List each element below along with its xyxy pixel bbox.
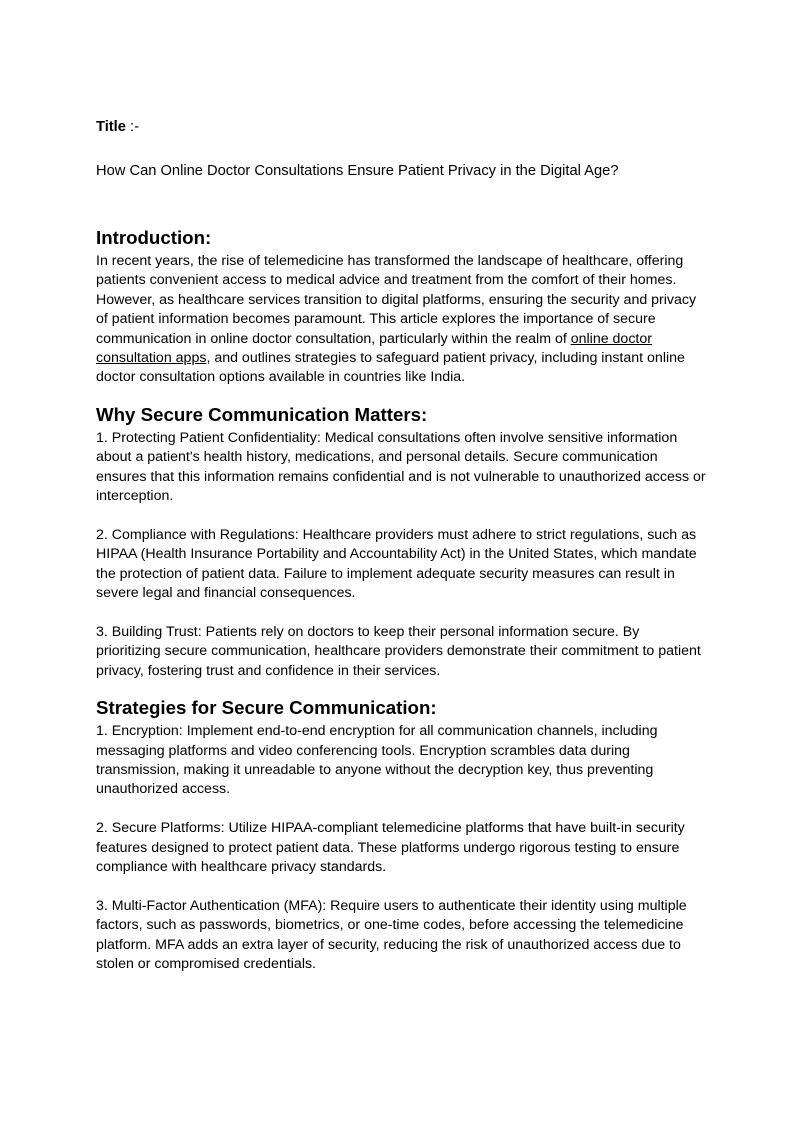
why-point-1: 1. Protecting Patient Confidentiality: Medical consultations often involve sensitive information about a patient's health history, medications, and personal details. Secure communication ensures that this information remains confidential and is not vulnerable to unauthorized access or interception. xyxy=(96,429,706,505)
intro-heading: Introduction: xyxy=(96,227,212,248)
section-spacer xyxy=(96,388,706,403)
strategy-point-3: 3. Multi-Factor Authentication (MFA): Require users to authenticate their identity using multiple factors, such as passwords, biometrics, or one-time codes, before accessing the telemedicine platform. MFA adds an extra layer of security, reducing the risk of unauthorized access due to stolen or compromised credentials. xyxy=(96,897,687,972)
strategy-point-2: 2. Secure Platforms: Utilize HIPAA-compliant telemedicine platforms that have built-in security features designed to protect patient data. These platforms undergo rigorous testing to ensure compliance with healthcare privacy standards. xyxy=(96,820,685,875)
strategies-heading: Strategies for Secure Communication: xyxy=(96,697,437,719)
paragraph-spacer xyxy=(96,603,706,622)
title-suffix: :- xyxy=(125,119,139,135)
intro-text-before-link: In recent years, the rise of telemedicine has transformed the landscape of healthcare, offering patients convenient access to medical advice and treatment from the comfort of their homes. However, as healthcare services transition to digital platforms, ensuring the security and privacy of patient information becomes paramount. This article explores the importance of secure communication in online doctor consultation, particularly within the realm of xyxy=(96,253,697,347)
paragraph-spacer xyxy=(96,506,706,525)
section-spacer xyxy=(96,681,706,696)
paragraph-spacer xyxy=(96,877,706,896)
document-page xyxy=(96,116,706,974)
title-label: Title xyxy=(96,119,126,135)
document-title: How Can Online Doctor Consultations Ensure Patient Privacy in the Digital Age? xyxy=(96,163,619,179)
why-heading: Why Secure Communication Matters: xyxy=(96,403,428,425)
paragraph-spacer xyxy=(96,800,706,819)
intro-paragraph xyxy=(96,252,706,388)
why-point-3: 3. Building Trust: Patients rely on doctors to keep their personal information secure. By prioritizing secure communication, healthcare providers demonstrate their commitment to patient privacy, fostering trust and confidence in their services. xyxy=(96,623,701,679)
intro-text-after-link: , and outlines strategies to safeguard patient privacy, including instant online doctor consultation options available in countries like India. xyxy=(96,350,685,386)
online-doctor-consultation-apps-link[interactable]: online doctor consultation apps xyxy=(96,330,652,367)
strategy-point-1: 1. Encryption: Implement end-to-end encryption for all communication channels, including messaging platforms and video conferencing tools. Encryption scrambles data during transmission, making it unreadable to anyone without the decryption key, thus preventing unauthorized access. xyxy=(96,723,658,798)
why-point-2: 2. Compliance with Regulations: Healthcare providers must adhere to strict regulations, such as HIPAA (Health Insurance Portability and Accountability Act) in the United States, which mandate the protection of patient data. Failure to implement adequate security measures can result in severe legal and financial consequences. xyxy=(96,526,697,602)
title-line xyxy=(96,116,706,138)
